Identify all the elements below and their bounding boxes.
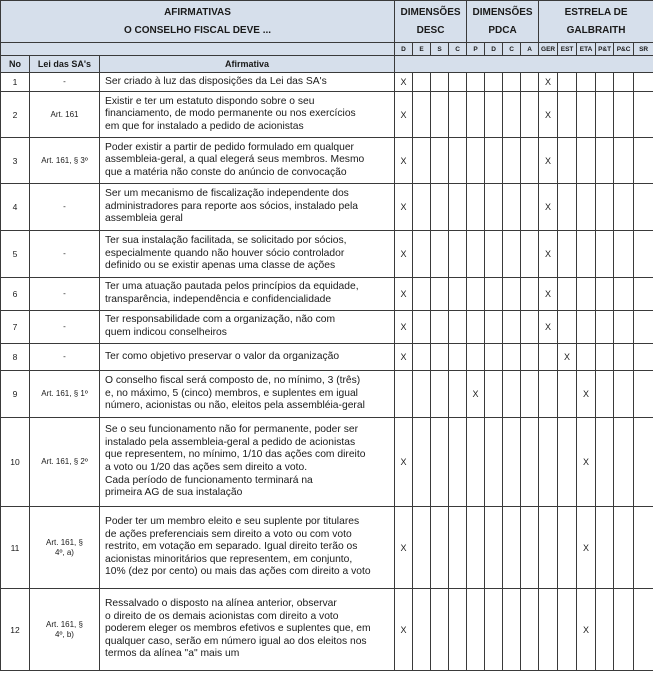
row-number: 12 (1, 589, 30, 671)
mark-cell (521, 507, 539, 589)
mark-cell (634, 344, 653, 371)
mark-cell (521, 138, 539, 184)
row-afirmativa: Existir e ter um estatuto dispondo sobre o seu financiamento, de modo permanente ou nos exercícios em que for instalado a pedido de acionistas (100, 92, 395, 138)
mark-cell (503, 231, 521, 278)
mark-cell (634, 138, 653, 184)
row-lei: - (30, 344, 100, 371)
table-row (1, 138, 653, 184)
mark-cell (614, 371, 634, 418)
mark-cell (634, 507, 653, 589)
row-lei: - (30, 231, 100, 278)
mark-cell (485, 92, 503, 138)
mark-cell (596, 371, 614, 418)
mark-cell (577, 184, 596, 231)
mark-cell (614, 311, 634, 344)
mark-cell (485, 418, 503, 507)
mark-cell (467, 73, 485, 92)
mark-cell (413, 138, 431, 184)
mark-cell (485, 73, 503, 92)
mark-cell (521, 184, 539, 231)
mark-cell (539, 589, 558, 671)
subcol-gal-est: EST (558, 43, 577, 56)
mark-cell (413, 507, 431, 589)
mark-cell (503, 278, 521, 311)
subcol-gal-sr: SR (634, 43, 653, 56)
mark-cell (413, 371, 431, 418)
row-number: 1 (1, 73, 30, 92)
mark-cell (449, 138, 467, 184)
mark-cell (503, 73, 521, 92)
table-row (1, 231, 653, 278)
group-desc-line2: DESC (416, 24, 445, 36)
mark-cell (634, 231, 653, 278)
mark-x: X (395, 418, 413, 507)
mark-cell (539, 418, 558, 507)
mark-cell (485, 184, 503, 231)
mark-cell (485, 344, 503, 371)
mark-cell (413, 278, 431, 311)
mark-cell (485, 138, 503, 184)
mark-cell (431, 92, 449, 138)
mark-cell (577, 278, 596, 311)
row-afirmativa: Ter uma atuação pautada pelos princípios da equidade, transparência, independência e confidencialidade (100, 278, 395, 311)
mark-cell (467, 184, 485, 231)
mark-cell (467, 231, 485, 278)
mark-x: X (395, 138, 413, 184)
mark-x: X (395, 344, 413, 371)
group-pdca-line2: PDCA (488, 24, 517, 36)
table-row (1, 92, 653, 138)
mark-x: X (577, 418, 596, 507)
mark-cell (449, 278, 467, 311)
mark-cell (485, 231, 503, 278)
mark-cell (449, 311, 467, 344)
mark-x: X (395, 507, 413, 589)
mark-cell (614, 507, 634, 589)
mark-cell (413, 344, 431, 371)
row-number: 3 (1, 138, 30, 184)
mark-cell (431, 278, 449, 311)
mark-cell (521, 418, 539, 507)
mark-cell (634, 371, 653, 418)
row-number: 6 (1, 278, 30, 311)
mark-cell (521, 231, 539, 278)
row-afirmativa: Ser um mecanismo de fiscalização independente dos administradores para reporte aos sócios, instalado pela assembleia geral (100, 184, 395, 231)
row-lei: - (30, 278, 100, 311)
afirmativas-header-line1: AFIRMATIVAS (164, 6, 231, 18)
mark-x: X (467, 371, 485, 418)
mark-x: X (395, 589, 413, 671)
mark-x: X (539, 184, 558, 231)
subcol-desc-c: C (449, 43, 467, 56)
mark-x: X (395, 184, 413, 231)
mark-cell (558, 231, 577, 278)
mark-x: X (539, 231, 558, 278)
mark-cell (503, 589, 521, 671)
mark-cell (431, 231, 449, 278)
mark-cell (577, 231, 596, 278)
row-number: 9 (1, 371, 30, 418)
mark-cell (431, 371, 449, 418)
col-header-afirmativa: Afirmativa (100, 56, 395, 73)
mark-cell (577, 138, 596, 184)
row-lei: - (30, 73, 100, 92)
table-row (1, 278, 653, 311)
mark-cell (431, 589, 449, 671)
mark-cell (634, 278, 653, 311)
mark-cell (503, 418, 521, 507)
row-lei: Art. 161, § 2º (30, 418, 100, 507)
mark-x: X (539, 138, 558, 184)
group-desc-line1: DIMENSÕES (400, 6, 461, 18)
mark-cell (449, 589, 467, 671)
mark-cell (539, 344, 558, 371)
table-row (1, 344, 653, 371)
mark-cell (413, 92, 431, 138)
mark-cell (485, 371, 503, 418)
mark-cell (577, 73, 596, 92)
subcol-desc-e: E (413, 43, 431, 56)
mark-cell (596, 344, 614, 371)
mark-cell (449, 184, 467, 231)
mark-cell (503, 138, 521, 184)
subcol-gal-eta: ETA (577, 43, 596, 56)
row-lei: - (30, 311, 100, 344)
subcol-gal-ger: GER (539, 43, 558, 56)
mark-cell (485, 278, 503, 311)
mark-cell (634, 73, 653, 92)
row-lei: Art. 161 (30, 92, 100, 138)
mark-x: X (539, 92, 558, 138)
mark-cell (596, 278, 614, 311)
mark-cell (449, 344, 467, 371)
mark-cell (431, 311, 449, 344)
mark-cell (634, 418, 653, 507)
subcol-pdca-a: A (521, 43, 539, 56)
mark-cell (596, 73, 614, 92)
mark-x: X (395, 311, 413, 344)
mark-cell (596, 418, 614, 507)
mark-cell (413, 418, 431, 507)
mark-cell (485, 589, 503, 671)
mark-cell (413, 73, 431, 92)
mark-cell (614, 589, 634, 671)
mark-cell (634, 589, 653, 671)
row-afirmativa: Poder existir a partir de pedido formulado em qualquer assembleia-geral, a qual elegerá seus membros. Mesmo que a matéria não conste do anúncio de convocação (100, 138, 395, 184)
table-row (1, 73, 653, 92)
row-lei: Art. 161, § 3º (30, 138, 100, 184)
mark-cell (449, 418, 467, 507)
table-row (1, 311, 653, 344)
mark-cell (431, 507, 449, 589)
mark-cell (413, 231, 431, 278)
row-number: 11 (1, 507, 30, 589)
group-galbraith-line1: ESTRELA DE (564, 6, 628, 18)
mark-cell (503, 371, 521, 418)
mark-cell (521, 371, 539, 418)
mark-cell (521, 278, 539, 311)
afirmativas-header (1, 1, 395, 43)
row-number: 2 (1, 92, 30, 138)
mark-cell (614, 73, 634, 92)
mark-cell (485, 507, 503, 589)
row-number: 8 (1, 344, 30, 371)
mark-cell (413, 311, 431, 344)
mark-cell (467, 507, 485, 589)
mark-cell (539, 371, 558, 418)
mark-cell (634, 92, 653, 138)
row-afirmativa: Ter responsabilidade com a organização, não com quem indicou conselheiros (100, 311, 395, 344)
row-lei: Art. 161, § 4º, b) (30, 589, 100, 671)
subcol-pdca-p: P (467, 43, 485, 56)
mark-cell (558, 507, 577, 589)
row-number: 10 (1, 418, 30, 507)
row-afirmativa: O conselho fiscal será composto de, no mínimo, 3 (três) e, no máximo, 5 (cinco) membros, e suplentes em igual número, acionistas ou não, eleitos pela assembléia-geral (100, 371, 395, 418)
mark-cell (614, 344, 634, 371)
mark-cell (521, 92, 539, 138)
col-header-no: No (1, 56, 30, 73)
row-number: 7 (1, 311, 30, 344)
table-row (1, 418, 653, 507)
table-row (1, 589, 653, 671)
mark-cell (503, 92, 521, 138)
mark-cell (634, 311, 653, 344)
mark-cell (467, 418, 485, 507)
table-row (1, 371, 653, 418)
mark-cell (596, 138, 614, 184)
mark-cell (614, 231, 634, 278)
mark-x: X (539, 73, 558, 92)
mark-cell (431, 184, 449, 231)
subcol-gal-pc: P&C (614, 43, 634, 56)
mark-cell (449, 92, 467, 138)
mark-cell (614, 418, 634, 507)
mark-cell (558, 184, 577, 231)
mark-x: X (577, 507, 596, 589)
mark-cell (449, 73, 467, 92)
mark-x: X (395, 73, 413, 92)
mark-cell (485, 311, 503, 344)
mark-cell (558, 311, 577, 344)
mark-cell (521, 73, 539, 92)
mark-cell (467, 344, 485, 371)
mark-cell (558, 371, 577, 418)
subcol-pdca-d: D (485, 43, 503, 56)
mark-cell (503, 311, 521, 344)
mark-cell (521, 344, 539, 371)
mark-cell (467, 92, 485, 138)
group-header-galbraith (539, 1, 653, 43)
row-number: 4 (1, 184, 30, 231)
mark-cell (539, 507, 558, 589)
row-lei: - (30, 184, 100, 231)
mark-cell (558, 589, 577, 671)
row-number: 5 (1, 231, 30, 278)
group-pdca-line1: DIMENSÕES (472, 6, 533, 18)
header-spacer (1, 43, 395, 56)
row-afirmativa: Ressalvado o disposto na alínea anterior, observar o direito de os demais acionistas com direito a voto poderem eleger os membros efetivos e suplentes que, em qualquer caso, serão em número igual ao dos eleitos nos termos da alínea "a" mais um (100, 589, 395, 671)
mark-cell (577, 92, 596, 138)
mark-cell (596, 92, 614, 138)
mark-cell (558, 73, 577, 92)
mark-cell (467, 311, 485, 344)
mark-cell (614, 92, 634, 138)
mark-cell (596, 231, 614, 278)
mark-cell (614, 184, 634, 231)
group-header-desc (395, 1, 467, 43)
mark-cell (521, 311, 539, 344)
subcol-desc-s: S (431, 43, 449, 56)
mark-cell (596, 589, 614, 671)
row-lei: Art. 161, § 4º, a) (30, 507, 100, 589)
mark-x: X (395, 231, 413, 278)
mark-cell (413, 184, 431, 231)
row-afirmativa: Se o seu funcionamento não for permanente, poder ser instalado pela assembleia-geral a pedido de acionistas que representem, no mínimo, 1/10 das ações com direito a voto ou 1/20 das ações sem direito a voto. Cada período de funcionamento terminará na primeira AG de sua instalação (100, 418, 395, 507)
mark-cell (449, 507, 467, 589)
mark-cell (558, 92, 577, 138)
table-row (1, 507, 653, 589)
row-lei: Art. 161, § 1º (30, 371, 100, 418)
mark-cell (596, 311, 614, 344)
mark-cell (614, 278, 634, 311)
mark-cell (503, 507, 521, 589)
mark-cell (467, 138, 485, 184)
table-body (1, 73, 653, 671)
mark-cell (521, 589, 539, 671)
mark-cell (577, 311, 596, 344)
mark-cell (467, 278, 485, 311)
mark-cell (596, 184, 614, 231)
mark-cell (614, 138, 634, 184)
mark-cell (558, 418, 577, 507)
mark-cell (558, 138, 577, 184)
mark-cell (431, 418, 449, 507)
mark-x: X (558, 344, 577, 371)
mark-cell (467, 589, 485, 671)
mark-cell (449, 231, 467, 278)
mark-cell (503, 344, 521, 371)
row-afirmativa: Ser criado à luz das disposições da Lei das SA's (100, 73, 395, 92)
mark-x: X (539, 311, 558, 344)
mark-cell (503, 184, 521, 231)
mark-cell (431, 73, 449, 92)
mark-x: X (539, 278, 558, 311)
table-row (1, 184, 653, 231)
mark-cell (558, 278, 577, 311)
subcol-desc-d: D (395, 43, 413, 56)
col-header-lei: Lei das SA's (30, 56, 100, 73)
mark-cell (596, 507, 614, 589)
group-galbraith-line2: GALBRAITH (566, 24, 626, 36)
mark-cell (431, 138, 449, 184)
mark-cell (413, 589, 431, 671)
mark-cell (449, 371, 467, 418)
mark-x: X (395, 92, 413, 138)
row-afirmativa: Ter como objetivo preservar o valor da organização (100, 344, 395, 371)
mark-cell (431, 344, 449, 371)
mark-x: X (577, 371, 596, 418)
mark-cell (577, 344, 596, 371)
mark-cell (395, 371, 413, 418)
row-afirmativa: Poder ter um membro eleito e seu suplente por titulares de ações preferenciais sem direito a voto ou com voto restrito, em votação em separado. Igual direito terão os acionistas minoritários que representem, em conjunto, 10% (dez por cento) ou mais das ações com direito a voto (100, 507, 395, 589)
afirmativas-header-line2: O CONSELHO FISCAL DEVE ... (123, 24, 272, 36)
row-afirmativa: Ter sua instalação facilitada, se solicitado por sócios, especialmente quando não houver sócio controlador definido ou se existir apenas uma classe de ações (100, 231, 395, 278)
group-header-pdca (467, 1, 539, 43)
mark-x: X (395, 278, 413, 311)
mark-x: X (577, 589, 596, 671)
mark-cell (634, 184, 653, 231)
col-header-blank (395, 56, 653, 73)
subcol-gal-pt: P&T (596, 43, 614, 56)
subcol-pdca-c: C (503, 43, 521, 56)
